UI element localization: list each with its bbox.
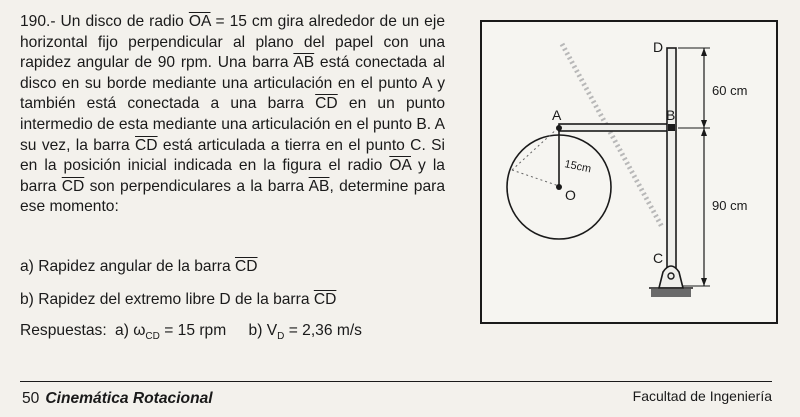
segment-cd: $\overline{CD}$ bbox=[61, 177, 85, 195]
reference-line bbox=[562, 44, 662, 227]
arrow-up-icon bbox=[701, 48, 707, 56]
segment-ab: $\overline{AB}$ bbox=[293, 54, 315, 72]
problem-text-2: = 15 cm gira alrededor de un eje horizontal fijo perpendicular al plano del papel con una rapidez angular de 90 rpm. Una barra bbox=[20, 13, 445, 72]
arrow-up-icon bbox=[701, 128, 707, 136]
pin-support bbox=[659, 266, 683, 288]
page-number: 50 bbox=[22, 390, 40, 407]
arrow-down-icon bbox=[701, 278, 707, 286]
problem-statement bbox=[20, 12, 445, 218]
arrow-down-icon bbox=[701, 120, 707, 128]
answers-line bbox=[20, 322, 362, 342]
center-o bbox=[556, 184, 562, 190]
answer-b-value: = 2,36 m/s bbox=[284, 322, 362, 339]
footer-divider bbox=[20, 381, 772, 382]
label-c: C bbox=[653, 250, 664, 266]
label-d: D bbox=[653, 39, 664, 55]
label-a: A bbox=[552, 107, 562, 123]
segment-cd: $\overline{CD}$ bbox=[135, 136, 158, 154]
segment-cd: $\overline{CD}$ bbox=[315, 95, 338, 113]
dimension-60: 60 cm bbox=[712, 83, 748, 98]
faculty-name: Facultad de Ingeniería bbox=[632, 388, 772, 404]
velocity-subscript: D bbox=[277, 331, 285, 343]
problem-text-5: está articulada a tierra en el punto C. Si en la posición inicial indicada en la figura el radio bbox=[20, 136, 445, 175]
question-b-label: b) Rapidez del extremo libre D de la barra bbox=[20, 291, 314, 308]
answers-label: Respuestas: bbox=[20, 322, 107, 339]
bar-ab bbox=[559, 124, 671, 131]
segment-cd: $\overline{CD}$ bbox=[313, 291, 337, 308]
mechanism-diagram bbox=[482, 22, 780, 326]
problem-number: 190.- bbox=[20, 13, 56, 30]
problem-text-7: son perpendiculares a la barra bbox=[84, 177, 309, 195]
question-b bbox=[20, 291, 336, 309]
label-o: O bbox=[565, 187, 576, 203]
problem-text-1: Un disco de radio bbox=[55, 13, 189, 30]
problem-text-6: y la barra bbox=[20, 157, 445, 195]
answer-b-prefix: b) V bbox=[248, 322, 278, 339]
answer-a-prefix: a) bbox=[115, 322, 134, 339]
sketch-line bbox=[512, 170, 559, 186]
omega-subscript: CD bbox=[145, 331, 160, 343]
segment-cd: $\overline{CD}$ bbox=[234, 258, 258, 275]
joint-b bbox=[668, 124, 675, 131]
dimension-90: 90 cm bbox=[712, 198, 748, 213]
sketch-line bbox=[512, 128, 558, 170]
segment-oa: $\overline{OA}$ bbox=[389, 157, 411, 175]
label-b: B bbox=[666, 107, 676, 123]
problem-text-4: en un punto intermedio de esta mediante una articulación en el punto B. A su vez, la barra bbox=[20, 95, 445, 154]
problem-text-8: , determine para ese momento: bbox=[20, 177, 445, 216]
footer-left bbox=[22, 390, 213, 408]
question-a-label: a) Rapidez angular de la barra bbox=[20, 258, 235, 275]
answer-a-value: = 15 rpm bbox=[159, 322, 227, 339]
bar-cd bbox=[667, 48, 676, 274]
radius-annotation: 15cm bbox=[563, 158, 593, 176]
joint-a bbox=[556, 125, 562, 131]
segment-ab: $\overline{AB}$ bbox=[308, 177, 330, 195]
section-title: Cinemática Rotacional bbox=[45, 390, 213, 407]
omega-symbol: ω bbox=[133, 322, 146, 339]
ground-hatch bbox=[651, 289, 691, 297]
segment-oa: $\overline{OA}$ bbox=[188, 13, 211, 30]
mechanism-figure bbox=[480, 20, 778, 324]
problem-text-3: está conectada al disco en su borde mediante una articulación en el punto A y también está conectada a una barra bbox=[20, 54, 445, 113]
question-a bbox=[20, 258, 258, 276]
